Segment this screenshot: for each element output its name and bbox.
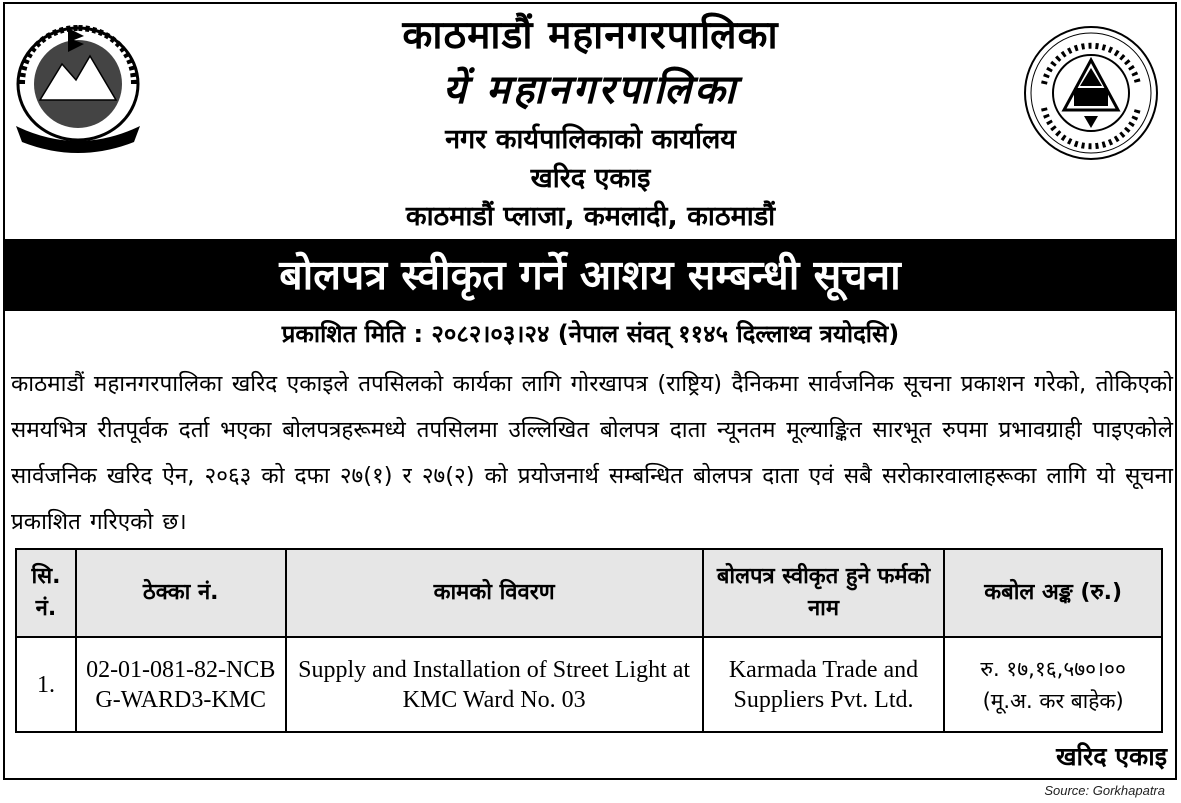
org-title: काठमाडौं महानगरपालिका bbox=[402, 13, 779, 58]
header-description: कामको विवरण bbox=[286, 549, 703, 637]
header-firm-name: बोलपत्र स्वीकृत हुने फर्मको नाम bbox=[703, 549, 945, 637]
cell-firm-name: Karmada Trade and Suppliers Pvt. Ltd. bbox=[703, 637, 945, 732]
signoff: खरिद एकाइ bbox=[1056, 742, 1167, 771]
award-table bbox=[15, 548, 1163, 733]
cell-description: Supply and Installation of Street Light at KMC Ward No. 03 bbox=[286, 637, 703, 732]
table-header-row bbox=[16, 549, 1162, 637]
notice-body: काठमाडौं महानगरपालिका खरिद एकाइले तपसिलको कार्यका लागि गोरखापत्र (राष्ट्रिय) दैनिकमा सार्वजनिक सूचना प्रकाशन गरेको, तोकिएको समयभित्र रीतपूर्वक दर्ता भएका बोलपत्रहरूमध्ये तपसिलमा उल्लिखित बोलपत्र दाता न्यूनतम मूल्याङ्कित सारभूत रुपमा प्रभावग्राही पाइएकोले सार्वजनिक खरिद ऐन, २०६३ को दफा २७(१) र २७(२) को प्रयोजनार्थ सम्बन्धित बोलपत्र दाता एवं सबै सरोकारवालाहरूका लागि यो सूचना प्रकाशित गरिएको छ। bbox=[11, 371, 1173, 535]
unit-name: खरिद एकाइ bbox=[530, 163, 651, 194]
header-serial-no: सि. नं. bbox=[16, 549, 76, 637]
bid-amount-value: रु. १७,१६,५७०।०० bbox=[980, 656, 1126, 681]
source-credit: Source: Gorkhapatra bbox=[1044, 783, 1165, 798]
cell-contract-no: 02-01-081-82-NCBG-WARD3-KMC bbox=[76, 637, 286, 732]
published-date: प्रकाशित मिति : २०८२।०३।२४ (नेपाल संवत् ११४५ दिल्लाथ्व त्रयोदसि) bbox=[281, 320, 900, 348]
notice-title-banner: बोलपत्र स्वीकृत गर्ने आशय सम्बन्धी सूचना bbox=[3, 239, 1177, 311]
header-bid-amount: कबोल अङ्क (रु.) bbox=[944, 549, 1162, 637]
bid-amount-note: (मू.अ. कर बाहेक) bbox=[982, 688, 1124, 713]
cell-serial-no: 1. bbox=[16, 637, 76, 732]
office-name: नगर कार्यपालिकाको कार्यालय bbox=[445, 124, 736, 155]
table-row bbox=[16, 637, 1162, 732]
cell-bid-amount bbox=[944, 637, 1162, 732]
org-script-title: यें महानगरपालिका bbox=[442, 67, 739, 113]
office-address: काठमाडौं प्लाजा, कमलादी, काठमाडौं bbox=[405, 201, 776, 232]
header-contract-no: ठेक्का नं. bbox=[76, 549, 286, 637]
